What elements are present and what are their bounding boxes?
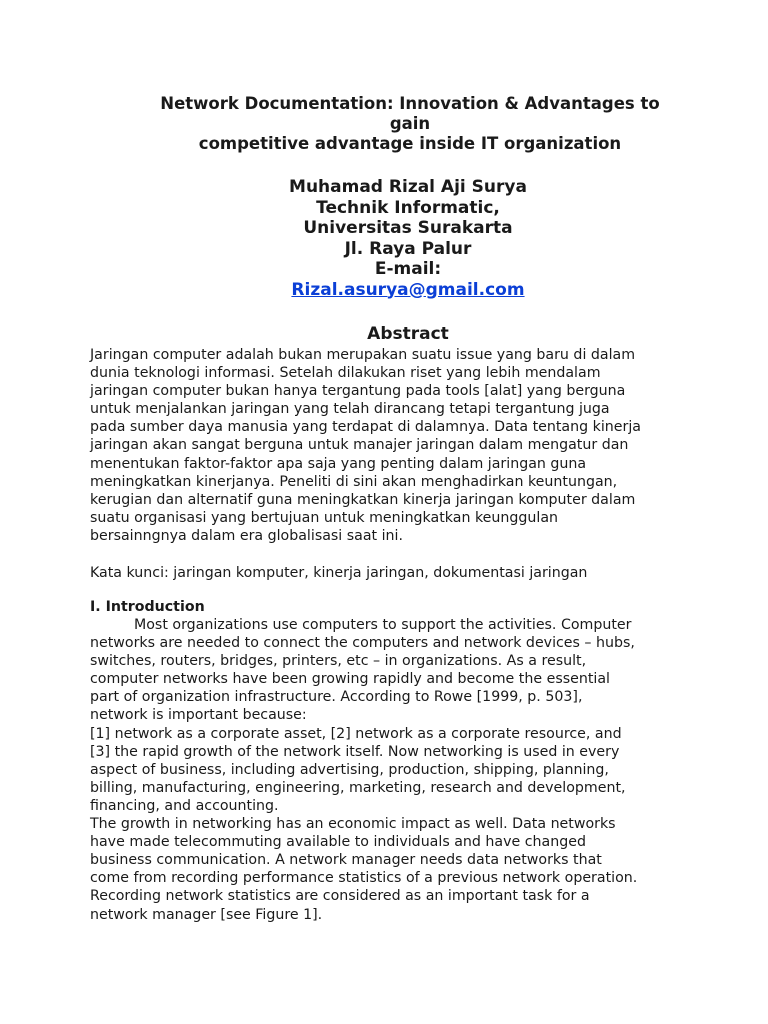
- abstract-line: Jaringan computer adalah bukan merupakan suatu issue yang baru di dalam: [90, 347, 636, 363]
- introduction-body: [90, 616, 690, 924]
- intro-line: part of organization infrastructure. According to Rowe [1999, p. 503],: [90, 689, 583, 706]
- abstract-line: meningkatkan kinerjanya. Peneliti di sini akan menghadirkan keuntungan,: [90, 473, 618, 490]
- intro-line: Most organizations use computers to support the activities. Computer: [134, 617, 632, 633]
- intro-line: billing, manufacturing, engineering, marketing, research and development,: [90, 779, 626, 796]
- intro-line: come from recording performance statistics of a previous network operation.: [90, 870, 638, 887]
- intro-line: switches, routers, bridges, printers, etc – in organizations. As a result,: [90, 653, 587, 670]
- intro-line: have made telecommuting available to individuals and have changed: [90, 834, 586, 851]
- abstract-body: [90, 346, 690, 545]
- intro-line: network is important because:: [90, 707, 307, 724]
- title-line-1: Network Documentation: Innovation & Advantages to: [160, 94, 660, 113]
- intro-line: networks are needed to connect the computers and network devices – hubs,: [90, 635, 635, 652]
- intro-line: [1] network as a corporate asset, [2] network as a corporate resource, and: [90, 725, 622, 742]
- abstract-line: pada sumber daya manusia yang terdapat di dalamnya. Data tentang kinerja: [90, 419, 641, 436]
- intro-line: [3] the rapid growth of the network itself. Now networking is used in every: [90, 743, 620, 760]
- introduction-heading: I. Introduction: [90, 599, 205, 615]
- keywords: Kata kunci: jaringan komputer, kinerja jaringan, dokumentasi jaringan: [90, 565, 588, 581]
- abstract-line: menentukan faktor-faktor apa saja yang penting dalam jaringan guna: [90, 455, 587, 472]
- title-line-2: gain: [389, 114, 431, 133]
- abstract-line: jaringan akan sangat berguna untuk manajer jaringan dalam mengatur dan: [90, 437, 629, 454]
- intro-line: aspect of business, including advertising, production, shipping, planning,: [90, 761, 609, 778]
- abstract-line: untuk menjalankan jaringan yang telah dirancang tetapi tergantung juga: [90, 401, 610, 418]
- author-info: [150, 177, 666, 300]
- author-name: Muhamad Rizal Aji Surya: [289, 177, 527, 197]
- author-address: Jl. Raya Palur: [344, 238, 472, 259]
- author-department: Technik Informatic,: [316, 197, 500, 218]
- intro-line: Recording network statistics are considered as an important task for a: [90, 888, 590, 905]
- intro-line: The growth in networking has an economic impact as well. Data networks: [90, 816, 616, 833]
- abstract-line: kerugian dan alternatif guna meningkatkan kinerja jaringan komputer dalam: [90, 491, 636, 508]
- intro-line: computer networks have been growing rapidly and become the essential: [90, 671, 610, 688]
- abstract-line: suatu organisasi yang bertujuan untuk meningkatkan keunggulan: [90, 509, 558, 526]
- abstract-heading: Abstract: [367, 324, 449, 344]
- abstract-line: dunia teknologi informasi. Setelah dilakukan riset yang lebih mendalam: [90, 365, 601, 382]
- title-line-3: competitive advantage inside IT organization: [198, 134, 622, 153]
- email-label: E-mail:: [374, 259, 442, 279]
- intro-line: financing, and accounting.: [90, 797, 279, 814]
- abstract-line: bersainngnya dalam era globalisasi saat ini.: [90, 527, 403, 544]
- abstract-line: jaringan computer bukan hanya tergantung pada tools [alat] yang berguna: [90, 383, 626, 400]
- paper-title: [130, 94, 690, 154]
- intro-line: business communication. A network manager needs data networks that: [90, 852, 602, 869]
- author-university: Universitas Surakarta: [303, 218, 513, 238]
- intro-line: network manager [see Figure 1].: [90, 906, 323, 923]
- email-link[interactable]: Rizal.asurya@gmail.com: [291, 279, 525, 300]
